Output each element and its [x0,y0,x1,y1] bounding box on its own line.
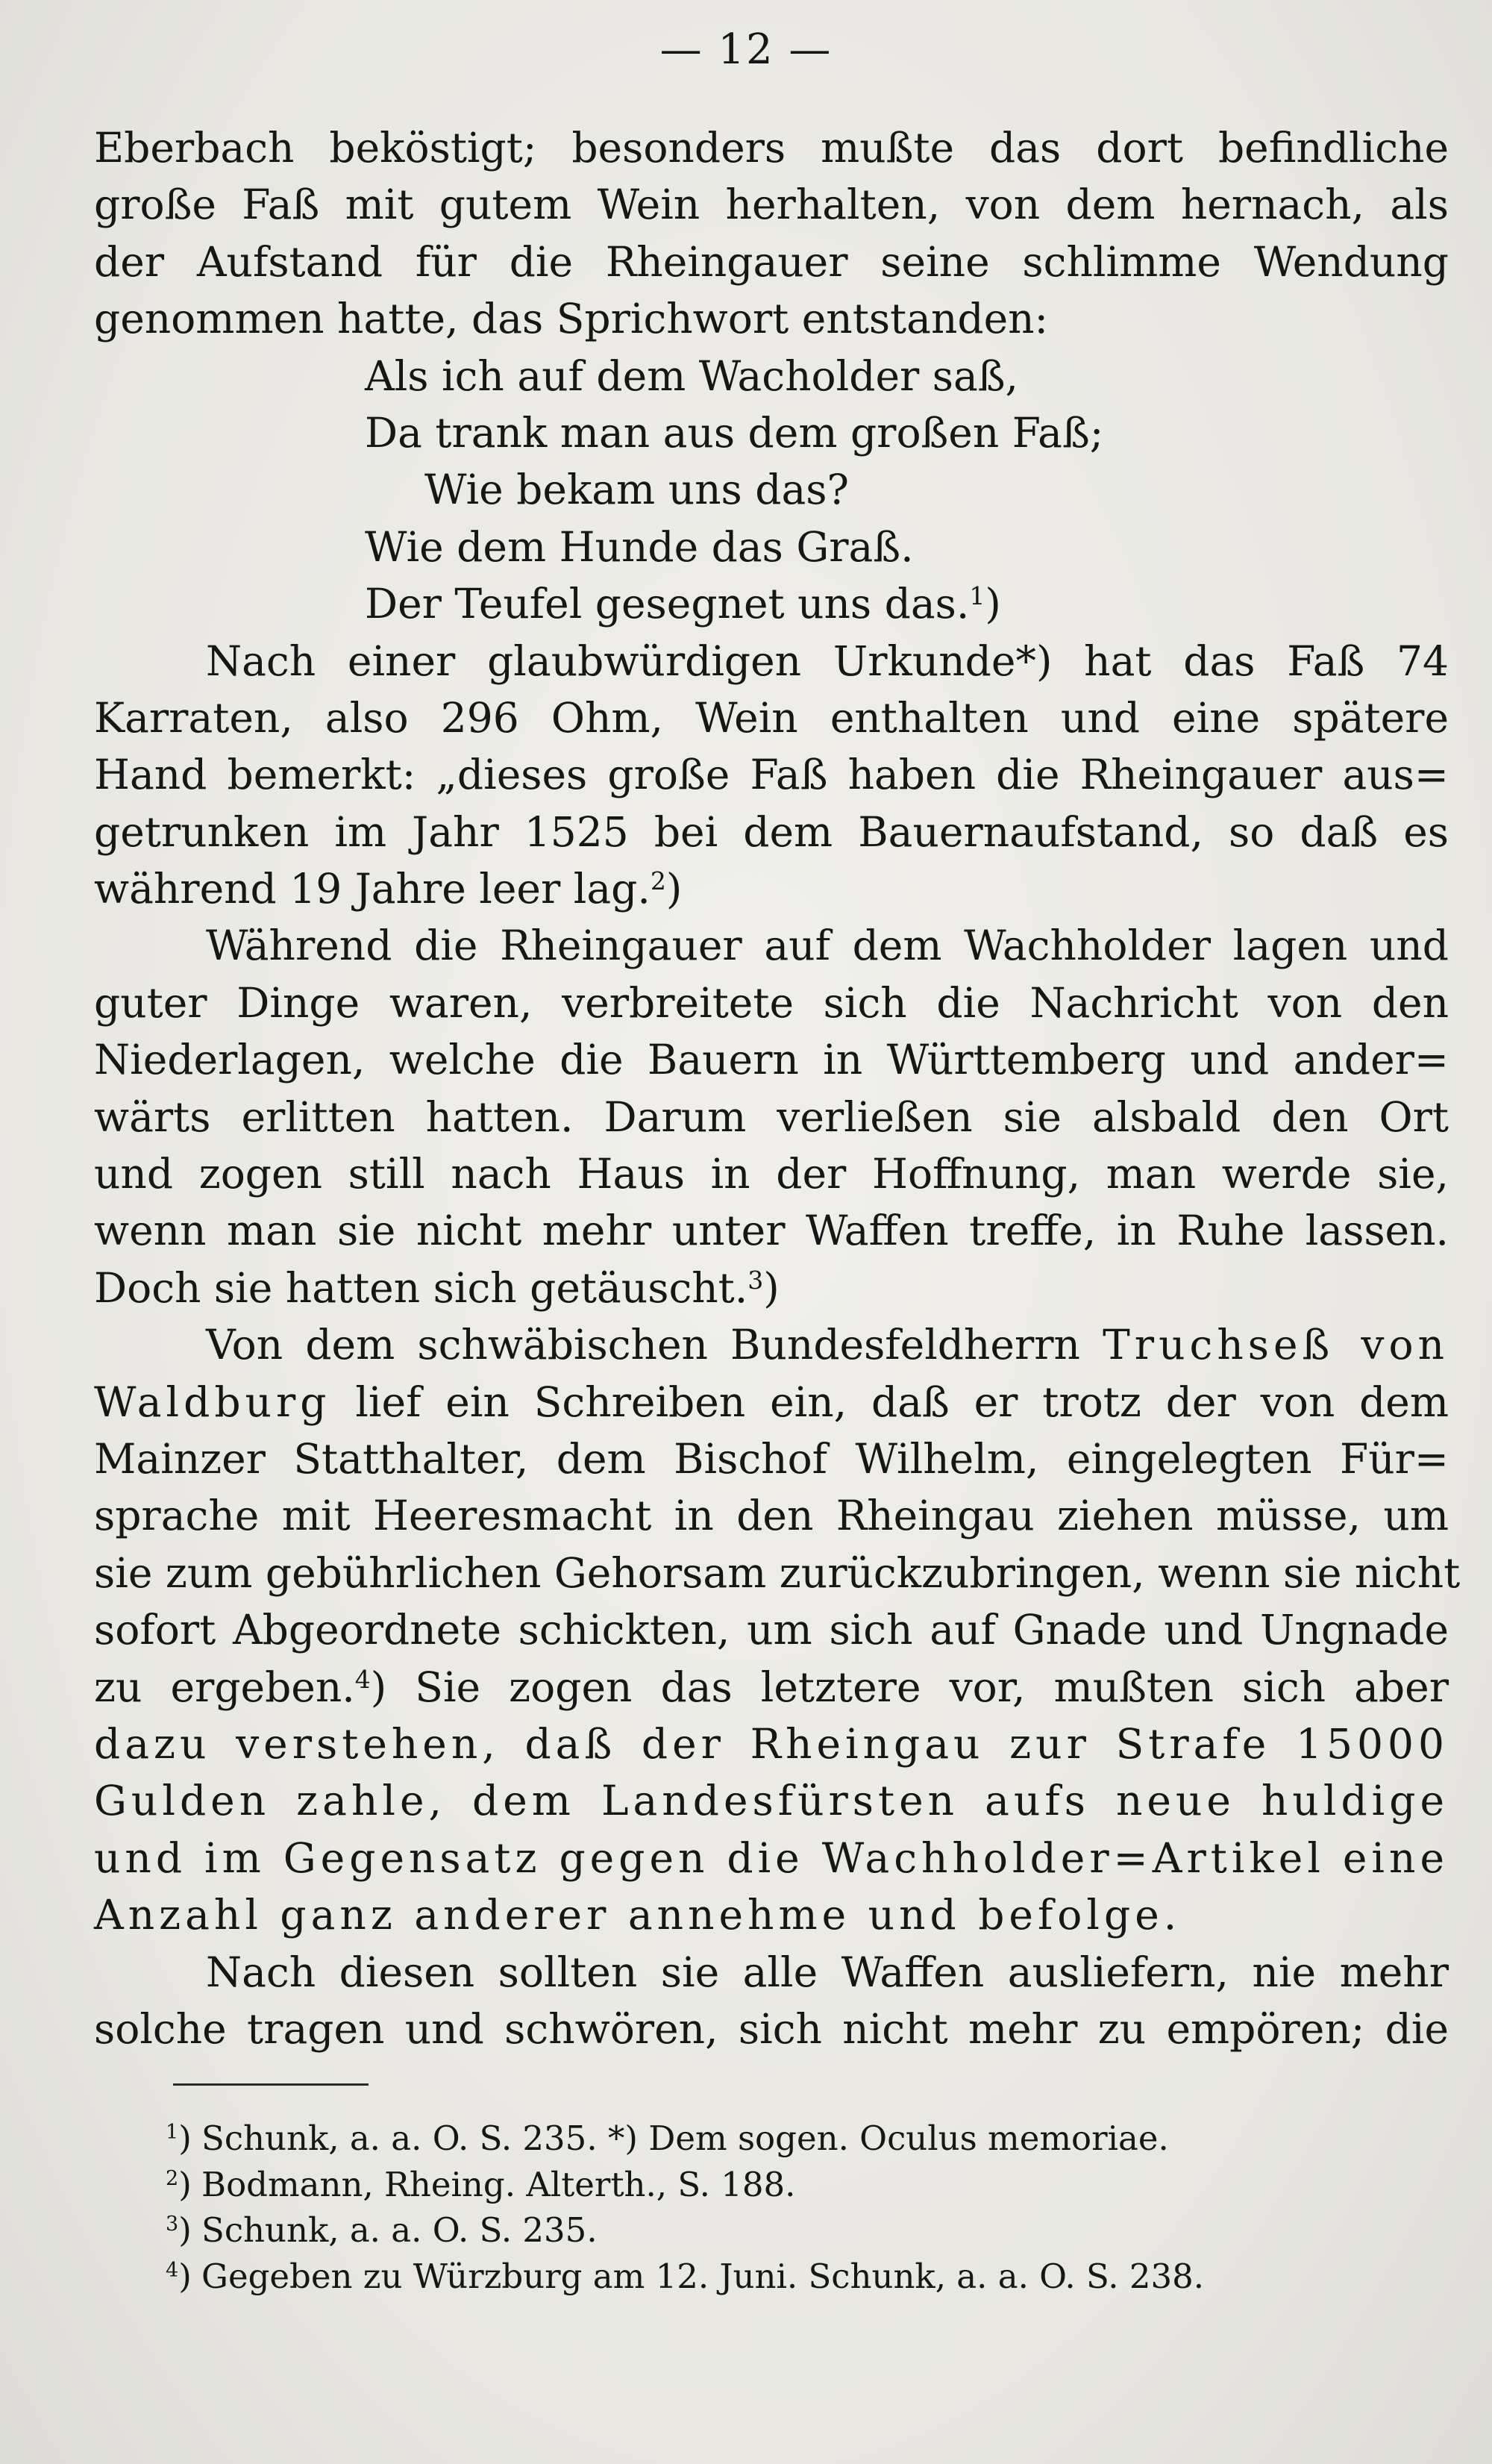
verse-line: Wie dem Hunde das Graß. [365,522,914,571]
text-line: zu ergeben.$^4$) Sie zogen das letztere vor, mußten sich aber [94,1663,1449,1711]
text-line: große Faß mit gutem Wein herhalten, von dem hernach, als [94,181,1449,229]
text-line-content: zu ergeben. [94,1663,355,1711]
text-line-content: Sie zogen das letztere vor, mußten sich aber [415,1663,1449,1711]
spaced-name: Truchseß von [1103,1321,1449,1369]
footnote-number-wrap: $^1$) [166,2119,192,2158]
text-line: guter Dinge waren, verbreitete sich die Nachricht von den [94,978,1449,1027]
footnote-ref: 1 [969,581,985,610]
footnote-number: 2 [166,2166,179,2190]
text-line: Nach diesen sollten sie alle Waffen ausliefern, nie mehr [206,1948,1449,1996]
footnote [166,2254,1449,2300]
text-line: während 19 Jahre leer lag.$^2$) [94,865,683,913]
footnote-ref: 4 [354,1664,371,1694]
footnote-number-wrap: $^2$) [166,2164,192,2204]
page-number: — 12 — [659,25,833,74]
spaced-name: Waldburg [94,1378,331,1426]
body-text [94,119,1461,2057]
text-line-content: Von dem schwäbischen Bundesfeldherrn [206,1321,1080,1369]
footnote-ref: 3 [747,1265,764,1295]
text-line: genommen hatte, das Sprichwort entstanden: [94,295,1049,343]
text-line: der Aufstand für die Rheingauer seine schlimme Wendung [94,237,1449,286]
footnote-number-wrap: $^4$) [166,2256,192,2296]
text-line: getrunken im Jahr 1525 bei dem Bauernaufstand, so daß es [94,807,1449,856]
footnote-ref: 2 [650,866,666,895]
text-line: solche tragen und schwören, sich nicht mehr zu empören; die [94,2004,1449,2053]
text-line: Während die Rheingauer auf dem Wachholder lagen und [206,922,1449,970]
text-line: wärts erlitten hatten. Darum verließen sie alsbald den Ort [94,1092,1449,1141]
verse-line: Da trank man aus dem großen Faß; [365,408,1104,457]
footnote [166,2116,1449,2162]
verse-line: Wie bekam uns das? [424,466,849,514]
footnote-text: Bodmann, Rheing. Alterth., S. 188. [201,2164,796,2204]
verse-line-text: Der Teufel gesegnet uns das. [365,580,970,628]
text-line: sie zum gebührlichen Gehorsam zurückzubringen, wenn sie nicht [94,1548,1461,1597]
text-line-content: Doch sie hatten sich getäuscht. [94,1263,748,1312]
text-line: sofort Abgeordnete schickten, um sich auf Gnade und Ungnade [94,1606,1449,1654]
verse-line: Der Teufel gesegnet uns das.$^1$) [365,580,1001,628]
verse-block [94,348,1449,633]
footnote-number-wrap: $^3$) [166,2210,192,2250]
text-line-content: während 19 Jahre leer lag. [94,865,651,913]
text-line [94,1316,1449,1373]
spaced-text-line: und im Gegensatz gegen die Wachholder=Artikel eine [94,1833,1449,1882]
text-line: Hand bemerkt: „dieses große Faß haben die Rheingauer aus= [94,751,1449,799]
text-line [94,1374,1449,1430]
spaced-text-line: Gulden zahle, dem Landesfürsten aufs neue huldige [94,1777,1449,1825]
text-line: Niederlagen, welche die Bauern in Württemberg und ander= [94,1036,1449,1084]
text-line: wenn man sie nicht mehr unter Waffen treffe, in Ruhe lassen. [94,1207,1449,1255]
text-line: Karraten, also 296 Ohm, Wein enthalten und eine spätere [94,693,1449,742]
text-line: und zogen still nach Haus in der Hoffnung, man werde sie, [94,1150,1449,1198]
footnotes [166,2116,1449,2299]
spaced-text-line: dazu verstehen, daß der Rheingau zur Strafe 15000 [94,1719,1449,1768]
text-line: Mainzer Statthalter, dem Bischof Wilhelm, eingelegten Für= [94,1434,1449,1483]
footnote-text: Gegeben zu Würzburg am 12. Juni. Schunk, a. a. O. S. 238. [201,2256,1205,2296]
footnote-number: 3 [166,2213,179,2236]
spaced-text-line: Anzahl ganz anderer annehme und befolge. [94,1891,1182,1939]
text-line: sprache mit Heeresmacht in den Rheingau ziehen müsse, um [94,1492,1449,1540]
footnote-number: 4 [166,2258,179,2282]
text-line: Nach einer glaubwürdigen Urkunde*) hat das Faß 74 [206,637,1449,685]
footnote-number: 1 [166,2121,179,2145]
footnote-divider [173,2083,369,2086]
text-line-content: lief ein Schreiben ein, daß er trotz der von dem [355,1378,1449,1426]
footnote-text: Schunk, a. a. O. S. 235. *) Dem sogen. Oculus memoriae. [201,2119,1169,2158]
text-line: Eberbach beköstigt; besonders mußte das dort befindliche [94,124,1449,172]
footnote [166,2162,1449,2208]
footnote-text: Schunk, a. a. O. S. 235. [201,2210,598,2250]
text-line: Doch sie hatten sich getäuscht.$^3$) [94,1263,780,1312]
footnote [166,2207,1449,2254]
verse-line: Als ich auf dem Wacholder saß, [365,351,1018,400]
